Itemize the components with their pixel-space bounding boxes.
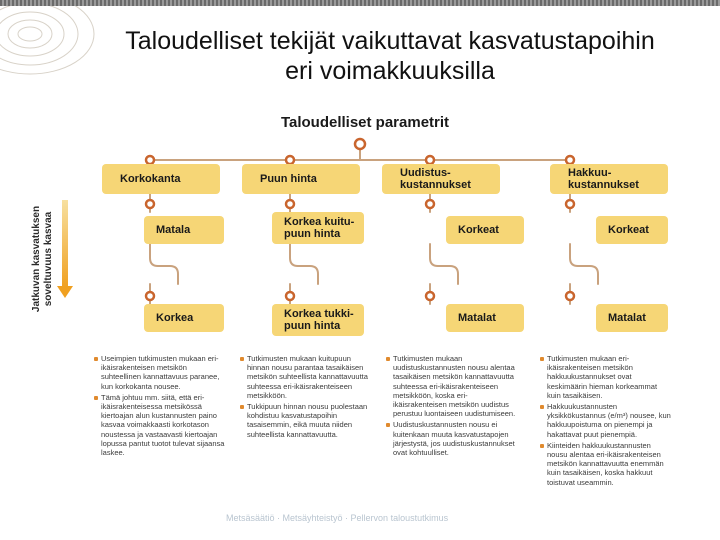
suitability-label-line-1: Jatkuvan kasvatuksen: [31, 205, 42, 313]
bullet-text: Tutkimusten mukaan uudistuskustannusten nousu alentaa tasaikäisen metsikön kannattavuutta suhteessa eri-ikäisrakenteiseen metsikköön, koska eri-ikäisrakenteisen metsikön uudistus perustuu luontaiseen uudistumiseen.: [386, 354, 518, 418]
bullet-text: Tukkipuun hinnan nousu puolestaan kohdistuu kasvatustapoihin tasaisemmin, eikä muuta niiden suhteellista kannattavuutta.: [240, 402, 372, 439]
slide-title: [60, 26, 720, 86]
header-label: [568, 167, 639, 191]
value-label: [284, 216, 354, 240]
value-label-line-1: Korkea tukki-: [284, 308, 354, 320]
value-box-sawlog-high: [272, 304, 364, 336]
bullet-text: Useimpien tutkimusten mukaan eri-ikäisrakenteisen metsikön suhteellinen kannattavuus paranee, kun korkokanta nousee.: [94, 354, 226, 391]
value-box-harvesting-high: [596, 216, 668, 244]
header-label-line-1: Hakkuu-: [568, 167, 612, 179]
bullet-text: Tutkimusten mukaan eri-ikäisrakenteisen metsikön hakkuukustannukset ovat keskimäärin hieman korkeammat kuin tasaikäisen.: [540, 354, 672, 400]
explanation-column-harvesting-costs: [540, 354, 672, 524]
header-label: Korkokanta: [120, 173, 181, 185]
value-label: Matalat: [458, 312, 496, 324]
bullet-text: Tutkimusten mukaan kuitupuun hinnan nousu parantaa tasaikäisen metsikön suhteellista kannattavuutta suhteessa eri-ikäisrakenteiseen metsikköön.: [240, 354, 372, 400]
explanation-column-interest-rate: [94, 354, 226, 524]
bullet-text: Tämä johtuu mm. siitä, että eri-ikäisrakenteisessa metsikössä kiertoajan alun kustannusten paino kasvaa voimakkaasti korkotason noustessa ja vastaavasti kiertoajan lopussa pantut tuotot tulevat sijaansa laskee.: [94, 393, 226, 457]
slide-title-line-1: Taloudelliset tekijät vaikuttavat kasvatustapoihin: [125, 27, 655, 55]
header-label: [400, 167, 471, 191]
value-label-line-1: Korkea kuitu-: [284, 216, 355, 228]
header-label-line-2: kustannukset: [400, 179, 471, 191]
value-box-pulpwood-high: [272, 212, 364, 244]
header-box-interest-rate: [102, 164, 220, 194]
explanation-column-wood-price: [240, 354, 372, 524]
value-box-interest-high: [144, 304, 224, 332]
header-label-line-2: kustannukset: [568, 179, 639, 191]
header-box-harvesting-costs: [550, 164, 668, 194]
suitability-label-line-2: soveltuvuus kasvaa: [43, 211, 54, 307]
bullet-text: Kiinteiden hakkuukustannusten nousu alentaa eri-ikäisrakenteisen metsikön kannattavuutta enemmän kuin tasaikäisen, koska hakkuut toistuvat useammin.: [540, 441, 672, 487]
value-label: Korkea: [156, 312, 194, 324]
bullet-text: Uudistuskustannusten nousu ei kuitenkaan muuta kasvatustapojen järjestystä, jos uudistuskustannukset ovat kohtuulliset.: [386, 420, 518, 457]
suitability-axis-label: [26, 194, 60, 324]
slide-title-line-2: eri voimakkuuksilla: [285, 57, 495, 85]
explanation-columns: [94, 354, 680, 524]
economic-parameters-diagram: [30, 108, 680, 528]
value-box-regeneration-low: [446, 304, 524, 332]
value-label-line-2: puun hinta: [284, 320, 341, 332]
header-box-regeneration-costs: [382, 164, 500, 194]
value-box-interest-low: [144, 216, 224, 244]
value-label: Matalat: [608, 312, 646, 324]
bullet-text: Hakkuukustannusten yksikkökustannus (e/m³) nousee, kun hakkuupoistuma on pienempi ja hakattavat puut pienempiä.: [540, 402, 672, 439]
value-box-harvesting-low: [596, 304, 668, 332]
header-label: Puun hinta: [260, 173, 317, 185]
value-label-line-2: puun hinta: [284, 228, 341, 240]
explanation-column-regeneration-costs: [386, 354, 518, 524]
header-label-line-1: Uudistus-: [400, 167, 451, 179]
footer-credits: Metsäsäätiö · Metsäyhteistyö · Pellervon taloustutkimus: [226, 513, 449, 523]
header-box-wood-price: [242, 164, 360, 194]
value-label: Korkeat: [608, 224, 649, 236]
value-label: Korkeat: [458, 224, 499, 236]
diagram-title: Taloudelliset parametrit: [280, 114, 450, 131]
value-label: [284, 308, 354, 332]
value-label: Matala: [156, 224, 191, 236]
value-box-regeneration-high: [446, 216, 524, 244]
